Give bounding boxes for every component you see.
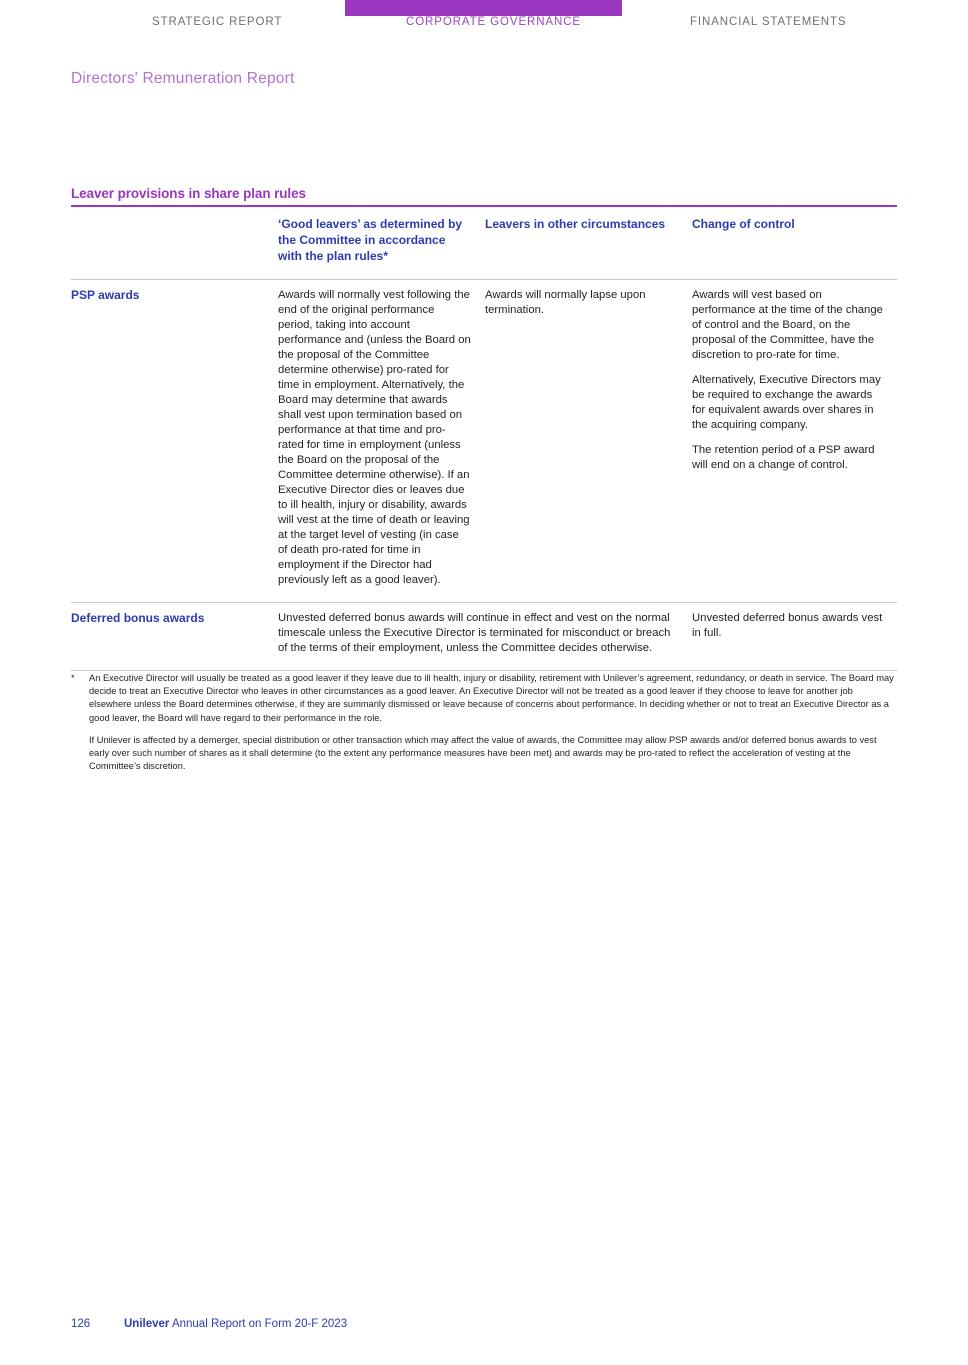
cell-paragraph: Alternatively, Executive Directors may be required to exchange the awards for equivalent awards over shares in the acquiring company.	[692, 373, 881, 431]
cell-deferred-change-of-control: Unvested deferred bonus awards vest in full.	[692, 611, 883, 639]
table-body	[71, 279, 897, 671]
cell-psp-change-of-control	[692, 280, 897, 602]
top-navigation	[0, 0, 968, 40]
table-header	[71, 207, 897, 278]
active-section-indicator	[345, 0, 622, 16]
table-row	[71, 280, 897, 602]
cell-paragraph: The retention period of a PSP award will end on a change of control.	[692, 443, 875, 471]
footnotes	[71, 672, 897, 782]
nav-tab-corporate-governance[interactable]: CORPORATE GOVERNANCE	[406, 16, 581, 28]
page-title: Directors' Remuneration Report	[71, 70, 295, 87]
column-header-other-circumstances: Leavers in other circumstances	[485, 217, 666, 232]
cell-psp-good-leavers: Awards will normally vest following the end of the original performance period, taking into account performance and (unless the Board on the proposal of the Committee determine otherwise) pro-rated for time in employment. Alternatively, the Board may determine that awards shall vest upon termination based on performance at that time and pro-rated for time in employment (unless the Board on the proposal of the Committee determine otherwise). If an Executive Director dies or leaves due to ill health, injury or disability, awards will vest at the time of death or leaving at the target level of vesting (in case of death pro-rated for time in employment if the Director had previously left as a good leaver).	[278, 288, 471, 586]
column-header-blank	[71, 207, 278, 278]
footnote-marker: *	[71, 673, 75, 683]
footer-document-title: Annual Report on Form 20-F 2023	[169, 1318, 348, 1330]
page-number: 126	[71, 1318, 91, 1330]
footer-brand: Unilever	[124, 1318, 170, 1330]
table-title: Leaver provisions in share plan rules	[71, 186, 306, 201]
leaver-provisions-table	[71, 207, 897, 671]
table-divider-line	[71, 670, 897, 671]
column-header-good-leavers: ‘Good leavers’ as determined by the Committee in accordance with the plan rules*	[278, 217, 463, 263]
row-label-deferred-bonus-awards: Deferred bonus awards	[71, 610, 205, 625]
table-divider	[71, 670, 897, 671]
nav-tab-financial-statements[interactable]: FINANCIAL STATEMENTS	[690, 16, 847, 28]
page-footer	[71, 1318, 347, 1330]
footnote-item	[71, 672, 897, 725]
cell-psp-other-circumstances: Awards will normally lapse upon termination.	[485, 288, 646, 316]
leaver-provisions-table-block	[71, 186, 897, 671]
table-row	[71, 603, 897, 670]
column-header-change-of-control: Change of control	[692, 217, 795, 232]
nav-tab-strategic-report[interactable]: STRATEGIC REPORT	[152, 16, 283, 28]
footnote-text: An Executive Director will usually be treated as a good leaver if they leave due to ill health, injury or disability, retirement with Unilever’s agreement, redundancy, or death in service. The Board may decide to treat an Executive Director who leaves in other circumstances as a good leaver. An Executive Director will not be treated as a good leaver if they choose to leave for another job elsewhere unless the Board determines otherwise, if they are summarily dismissed or leave because of concerns about performance. In deciding whether or not to treat an Executive Director as a good leaver, the Board will have regard to their performance in the role.	[89, 673, 894, 723]
table-header-row	[71, 207, 897, 278]
row-label-psp-awards: PSP awards	[71, 287, 140, 302]
cell-deferred-good-leavers-and-other: Unvested deferred bonus awards will continue in effect and vest on the normal timescale unless the Executive Director is terminated for misconduct or breach of the terms of their employment, unless the Committee decides otherwise.	[278, 611, 671, 655]
footnote-text: If Unilever is affected by a demerger, special distribution or other transaction which may affect the value of awards, the Committee may allow PSP awards and/or deferred bonus awards to vest early over such number of shares as it shall determine (to the extent any performance measures have been met) and awards may be pro-rated to reflect the acceleration of vesting at the Committee’s discretion.	[89, 734, 877, 772]
footnote-item	[71, 734, 897, 774]
cell-paragraph: Awards will vest based on performance at the time of the change of control and the Board, on the proposal of the Committee, have the discretion to pro-rate for time.	[692, 288, 883, 361]
